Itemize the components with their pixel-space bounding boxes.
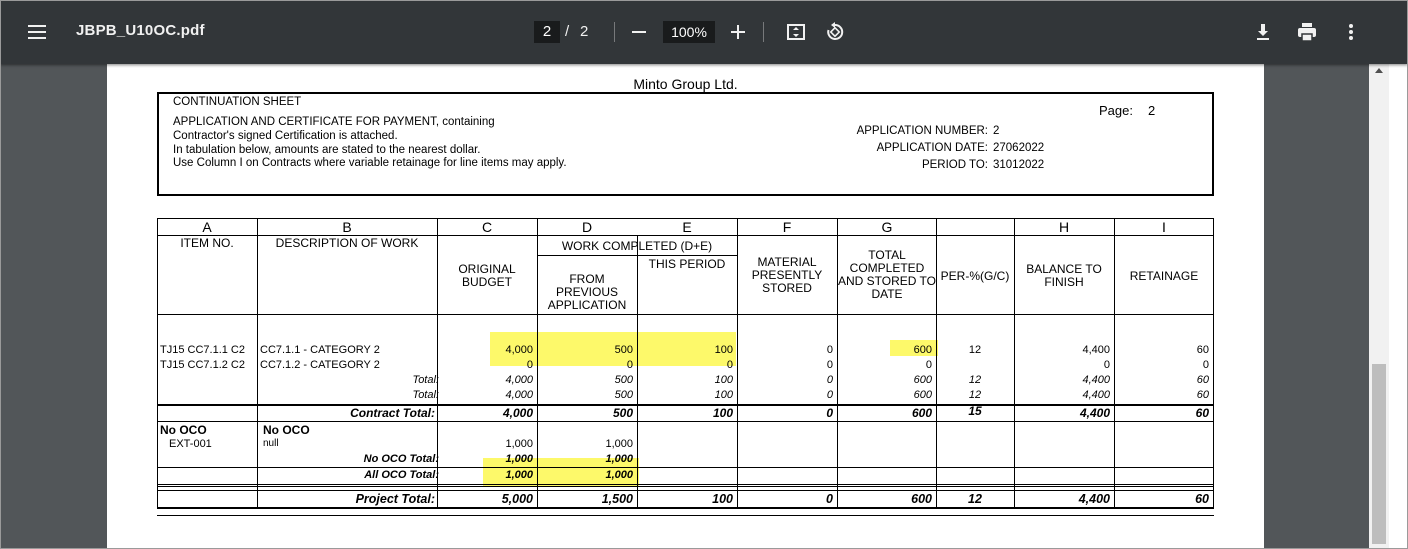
contract-total-previous: 500 <box>612 406 633 420</box>
contract-total-budget: 4,000 <box>502 406 533 420</box>
oco-item-head: No OCO <box>160 423 207 437</box>
contract-total-percent: 15 <box>968 404 982 418</box>
header-from-previous: FROM PREVIOUS APPLICATION <box>547 272 627 312</box>
subtotal-material: 0 <box>826 389 833 401</box>
row-description: CC7.1.2 - CATEGORY 2 <box>260 359 380 371</box>
pdf-page <box>107 64 1264 549</box>
oco-description: null <box>263 438 279 449</box>
subtotal-percent: 12 <box>968 374 982 386</box>
page-total: 2 <box>580 23 589 40</box>
row-previous: 500 <box>614 344 633 356</box>
app-date-value: 27062022 <box>993 142 1045 154</box>
subtotal-balance: 4,400 <box>1082 374 1110 386</box>
row-budget: 4,000 <box>505 344 533 356</box>
subtotal-total: 600 <box>913 374 932 386</box>
project-total-budget: 5,000 <box>501 492 533 506</box>
oco-budget: 1,000 <box>505 438 533 450</box>
row-budget: 0 <box>526 359 533 371</box>
scroll-up-arrow-icon[interactable] <box>1375 68 1383 73</box>
menu-icon[interactable] <box>24 19 52 45</box>
app-date-label: APPLICATION DATE: <box>876 142 988 154</box>
pdf-toolbar <box>0 0 1408 64</box>
header-this-period: THIS PERIOD <box>648 257 726 271</box>
fit-page-icon <box>786 22 806 42</box>
contract-total-this-period: 100 <box>712 406 733 420</box>
contract-total-label: Contract Total: <box>350 406 435 420</box>
period-value: 31012022 <box>993 159 1045 171</box>
oco-item: EXT-001 <box>169 438 212 450</box>
vertical-scrollbar[interactable] <box>1369 64 1389 549</box>
row-this-period: 100 <box>714 344 733 356</box>
no-oco-total-previous: 1,000 <box>605 453 633 465</box>
row-item: TJ15 CC7.1.2 C2 <box>160 359 245 371</box>
company-name: Minto Group Ltd. <box>633 76 738 92</box>
row-total: 0 <box>925 359 932 371</box>
header-description: DESCRIPTION OF WORK <box>275 236 419 250</box>
row-material: 0 <box>826 359 833 371</box>
column-letter-b: B <box>342 219 352 235</box>
header-material-stored: MATERIAL PRESENTLY STORED <box>751 255 823 295</box>
all-oco-total-budget: 1,000 <box>505 469 533 481</box>
header-line-4: Use Column I on Contracts where variable retainage for line items may apply. <box>173 157 567 169</box>
column-letter-c: C <box>481 219 493 235</box>
no-oco-total-label: No OCO Total: <box>363 453 439 465</box>
subtotal-previous: 500 <box>614 374 633 386</box>
rotate-counterclockwise-icon <box>824 21 846 43</box>
sheet-title: CONTINUATION SHEET <box>173 96 302 108</box>
download-icon <box>1254 23 1272 41</box>
column-letter-e: E <box>682 219 692 235</box>
zoom-out-button[interactable] <box>625 18 653 46</box>
header-balance: BALANCE TO FINISH <box>1026 262 1102 289</box>
oco-previous: 1,000 <box>605 438 633 450</box>
contract-total-balance: 4,400 <box>1079 406 1110 420</box>
subtotal-retainage: 60 <box>1196 389 1209 401</box>
row-total: 600 <box>913 344 932 356</box>
oco-desc-head: No OCO <box>263 423 310 437</box>
row-this-period: 0 <box>726 359 733 371</box>
subtotal-label: Total: <box>412 389 439 401</box>
project-total-this-period: 100 <box>712 492 733 506</box>
project-total-percent: 12 <box>968 492 982 506</box>
print-button[interactable] <box>1293 18 1321 46</box>
subtotal-retainage: 60 <box>1196 374 1209 386</box>
contract-total-material: 0 <box>826 406 833 420</box>
printer-icon <box>1297 22 1317 42</box>
fit-to-page-button[interactable] <box>782 18 810 46</box>
minus-icon <box>631 24 647 40</box>
page-number-input[interactable]: 2 <box>534 21 560 43</box>
row-item: TJ15 CC7.1.1 C2 <box>160 344 245 356</box>
column-letter-i: I <box>1162 219 1166 235</box>
project-total-total: 600 <box>911 492 932 506</box>
project-total-label: Project Total: <box>355 492 435 506</box>
header-work-completed: WORK COMPLETED (D+E) <box>561 239 713 253</box>
rotate-button[interactable] <box>821 18 849 46</box>
project-total-balance: 4,400 <box>1078 492 1110 506</box>
toolbar-divider <box>614 22 615 42</box>
zoom-in-button[interactable] <box>724 18 752 46</box>
scrollbar-thumb[interactable] <box>1372 364 1386 544</box>
column-letter-a: A <box>202 219 212 235</box>
page-value: 2 <box>1148 103 1156 118</box>
row-previous: 0 <box>626 359 633 371</box>
header-line-2: Contractor's signed Certification is attached. <box>173 130 398 142</box>
row-balance: 4,400 <box>1082 344 1110 356</box>
continuation-table <box>157 218 1214 512</box>
column-letter-d: D <box>581 219 593 235</box>
row-balance: 0 <box>1103 359 1110 371</box>
project-total-previous: 1,500 <box>601 492 633 506</box>
subtotal-previous: 500 <box>614 389 633 401</box>
row-percent: 12 <box>968 344 982 356</box>
column-letter-h: H <box>1058 219 1070 235</box>
document-title: JBPB_U10OC.pdf <box>76 22 205 39</box>
row-retainage: 60 <box>1196 344 1209 356</box>
column-letter-g: G <box>881 219 893 235</box>
subtotal-total: 600 <box>913 389 932 401</box>
header-percent: PER-%(G/C) <box>940 269 1010 283</box>
more-options-button[interactable] <box>1337 18 1365 46</box>
header-total-completed: TOTAL COMPLETED AND STORED TO DATE <box>837 248 937 301</box>
subtotal-budget: 4,000 <box>505 374 533 386</box>
zoom-level-input[interactable]: 100% <box>663 21 715 43</box>
header-box <box>157 92 1214 196</box>
page-label: Page: <box>1099 103 1133 118</box>
row-description: CC7.1.1 - CATEGORY 2 <box>260 344 380 356</box>
header-line-1: APPLICATION AND CERTIFICATE FOR PAYMENT, containing <box>173 116 495 128</box>
subtotal-balance: 4,400 <box>1082 389 1110 401</box>
plus-icon <box>730 24 746 40</box>
subtotal-this-period: 100 <box>714 389 733 401</box>
no-oco-total-budget: 1,000 <box>505 453 533 465</box>
all-oco-total-label: All OCO Total: <box>364 469 439 481</box>
subtotal-this-period: 100 <box>714 374 733 386</box>
right-gutter <box>1389 64 1408 549</box>
row-material: 0 <box>826 344 833 356</box>
contract-total-retainage: 60 <box>1195 406 1209 420</box>
header-line-3: In tabulation below, amounts are stated to the nearest dollar. <box>173 144 481 156</box>
header-item-no: ITEM NO. <box>180 236 234 250</box>
column-letter-f: F <box>782 219 792 235</box>
app-number-label: APPLICATION NUMBER: <box>856 125 988 137</box>
download-button[interactable] <box>1249 18 1277 46</box>
contract-total-total: 600 <box>911 406 932 420</box>
header-retainage: RETAINAGE <box>1129 269 1199 283</box>
toolbar-divider <box>763 22 764 42</box>
period-label: PERIOD TO: <box>921 159 988 171</box>
more-vert-icon <box>1348 23 1354 41</box>
subtotal-material: 0 <box>826 374 833 386</box>
header-original-budget: ORIGINAL BUDGET <box>458 262 516 289</box>
subtotal-budget: 4,000 <box>505 389 533 401</box>
subtotal-percent: 12 <box>968 389 982 401</box>
subtotal-label: Total: <box>412 374 439 386</box>
project-total-material: 0 <box>826 492 833 506</box>
all-oco-total-previous: 1,000 <box>605 469 633 481</box>
app-number-value: 2 <box>993 125 1000 137</box>
page-separator: / <box>565 23 570 40</box>
row-retainage: 0 <box>1202 359 1209 371</box>
project-total-retainage: 60 <box>1195 492 1209 506</box>
